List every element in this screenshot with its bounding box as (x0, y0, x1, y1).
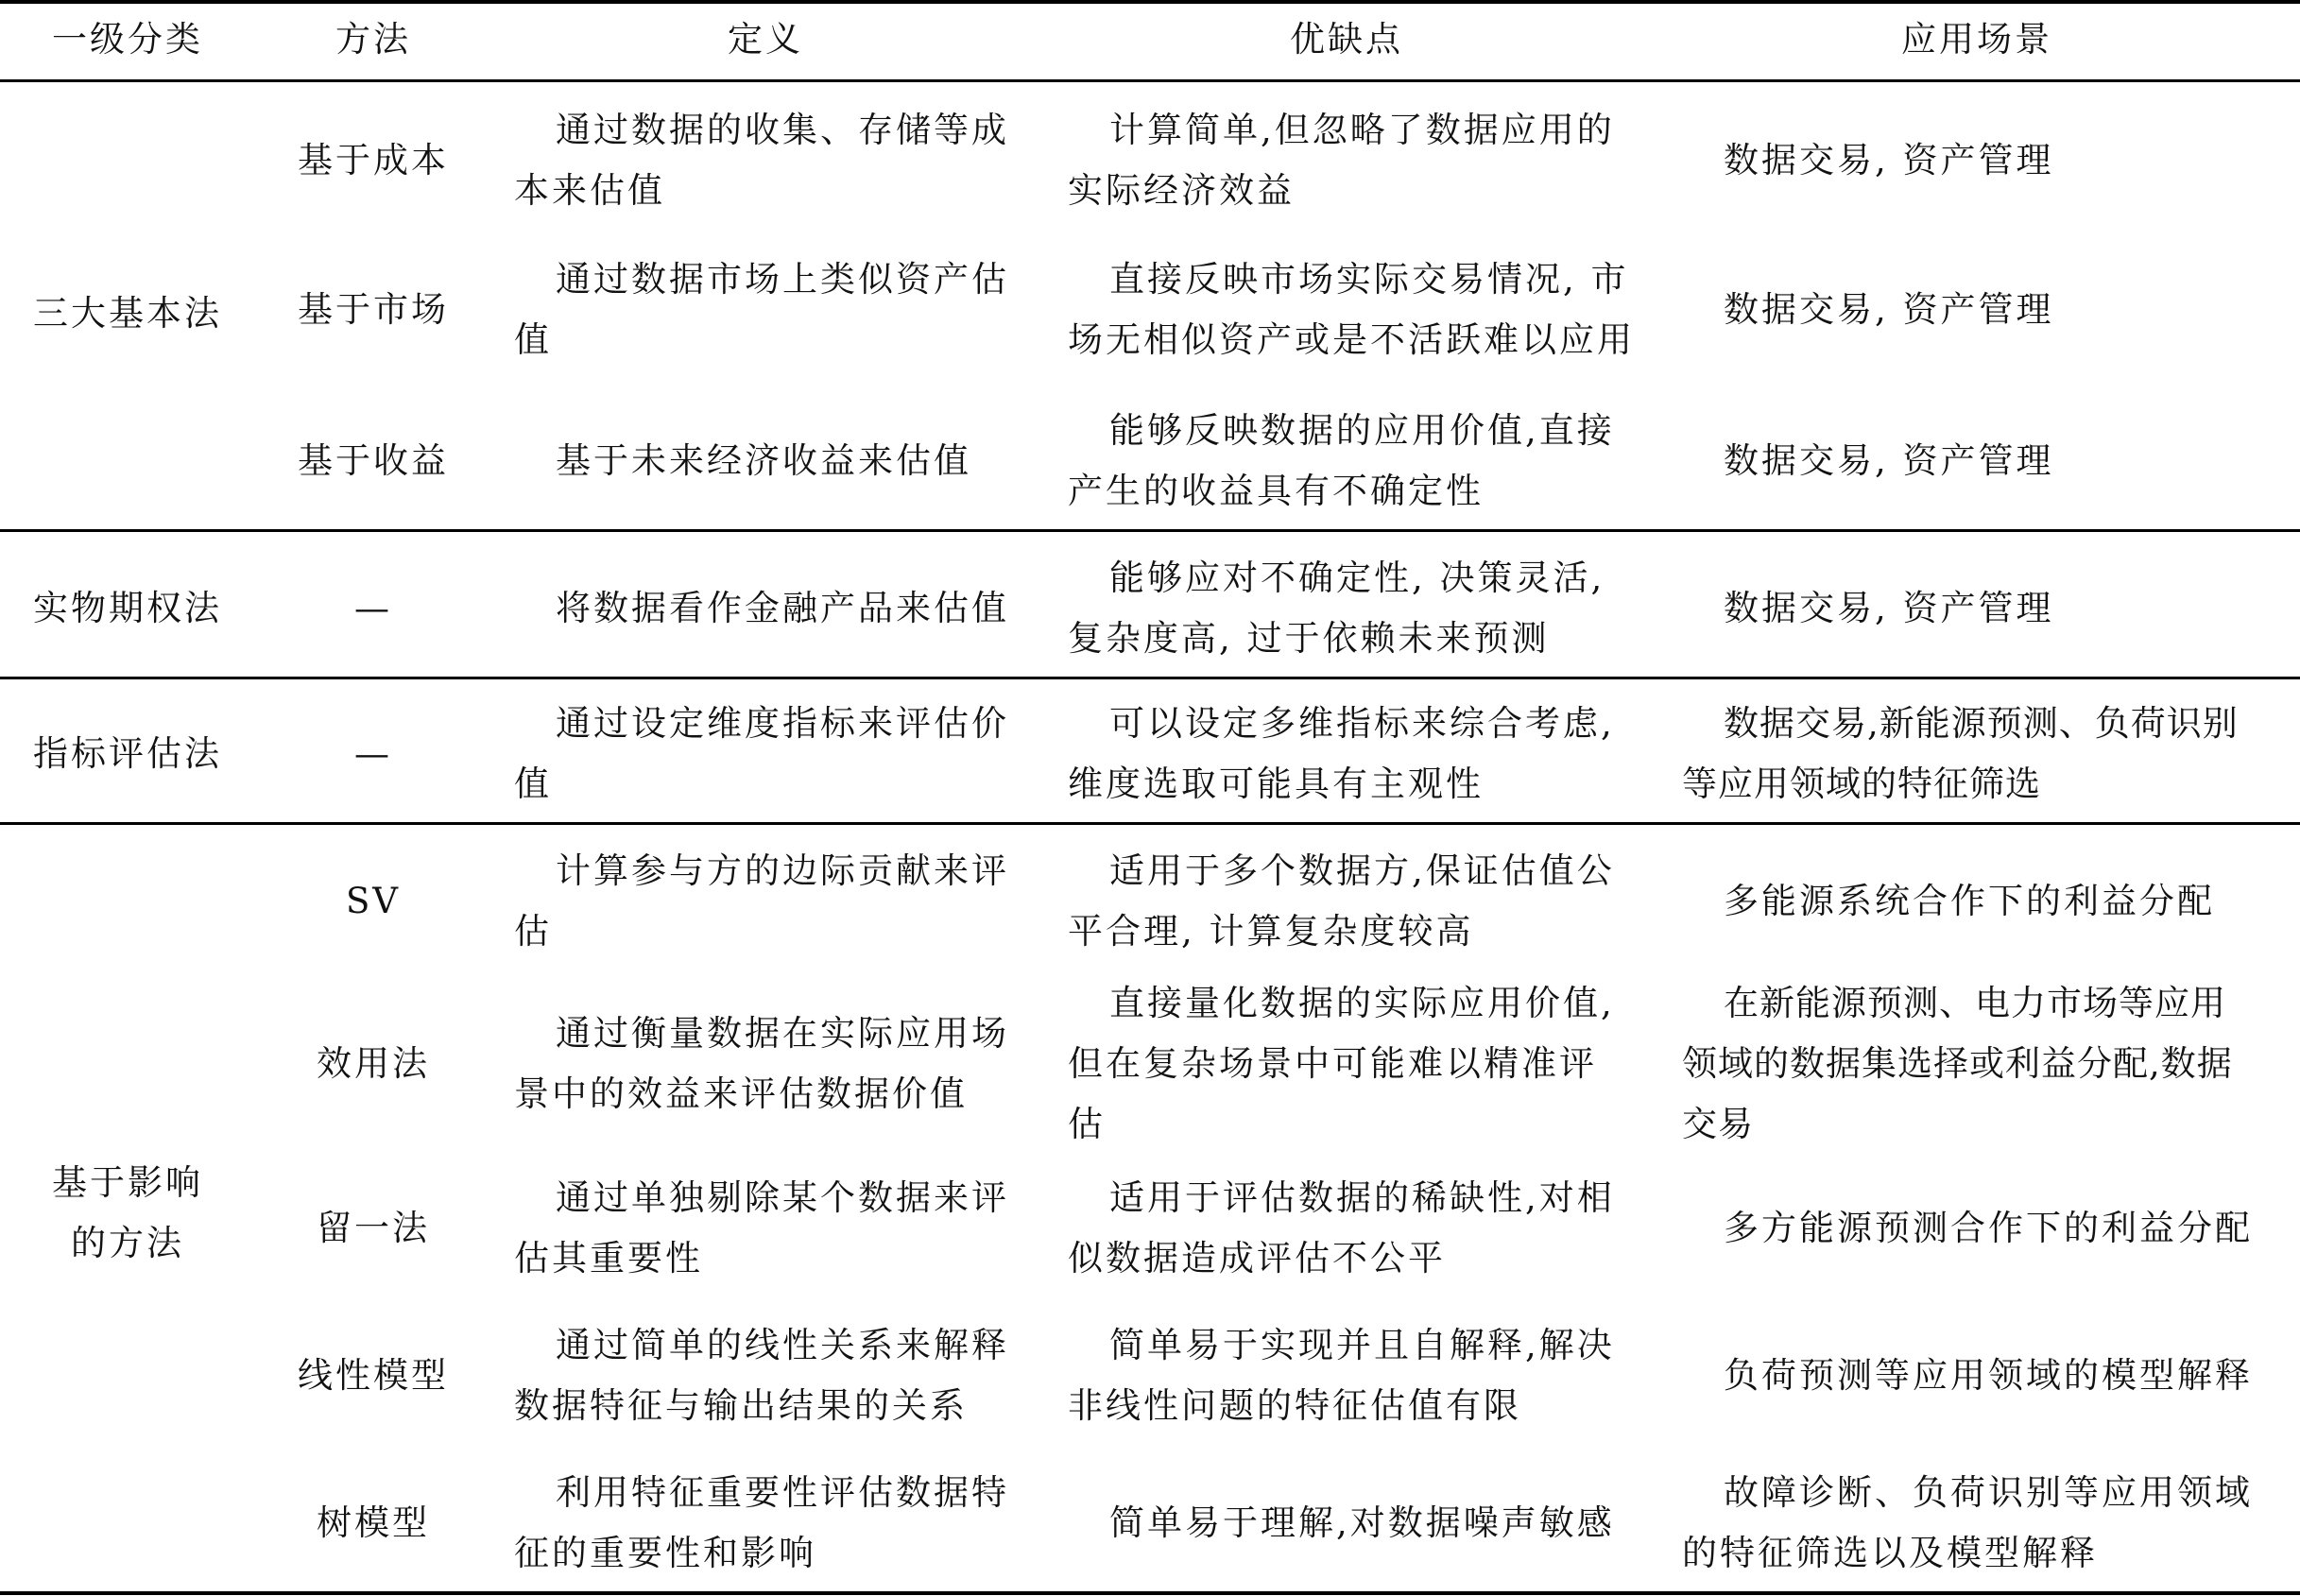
pros-cons-line: 估 (1068, 1104, 1106, 1144)
pros-cons-cell (1068, 1168, 1615, 1289)
scenario-cell (1682, 431, 2054, 491)
header-pros-cons: 优缺点 (1290, 19, 1403, 60)
definition-line: 通过数据的收集、存储等成 (556, 110, 1009, 150)
category-cell: 实物期权法 (33, 588, 222, 628)
definition-line: 估 (514, 911, 552, 952)
definition-cell (514, 1168, 1009, 1289)
pros-cons-cell (1068, 841, 1615, 962)
scenario-cell (1682, 1463, 2253, 1584)
pros-cons-line: 直接反映市场实际交易情况, 市 (1109, 259, 1629, 300)
scenario-line: 数据交易, 资产管理 (1724, 440, 2054, 481)
method-cell: 基于收益 (298, 440, 449, 481)
pros-cons-line: 非线性问题的特征估值有限 (1068, 1385, 1521, 1426)
definition-line: 值 (514, 764, 552, 804)
pros-cons-line: 似数据造成评估不公平 (1068, 1238, 1446, 1279)
definition-cell (514, 100, 1009, 221)
pros-cons-line: 实际经济效益 (1068, 170, 1295, 211)
definition-line: 景中的效益来评估数据价值 (514, 1073, 968, 1114)
scenario-line: 数据交易, 资产管理 (1724, 140, 2054, 180)
method-cell: SV (345, 881, 402, 921)
scenario-line: 数据交易,新能源预测、负荷识别 (1724, 703, 2239, 744)
pros-cons-line: 复杂度高, 过于依赖未来预测 (1068, 618, 1550, 659)
pros-cons-line: 可以设定多维指标来综合考虑, (1109, 703, 1615, 744)
scenario-cell (1682, 973, 2233, 1155)
scenario-line: 等应用领域的特征筛选 (1682, 764, 2041, 804)
scenario-line: 数据交易, 资产管理 (1724, 289, 2054, 330)
scenario-line: 的特征筛选以及模型解释 (1682, 1533, 2098, 1573)
pros-cons-cell (1068, 548, 1605, 669)
scenario-line: 多能源系统合作下的利益分配 (1724, 881, 2215, 921)
header-bottom-rule (0, 79, 2300, 82)
scenario-line: 数据交易, 资产管理 (1724, 588, 2054, 628)
definition-line: 通过衡量数据在实际应用场 (556, 1013, 1009, 1054)
method-cell: 树模型 (317, 1502, 430, 1543)
definition-line: 通过简单的线性关系来解释 (556, 1325, 1009, 1365)
scenario-line: 领域的数据集选择或利益分配,数据 (1682, 1043, 2233, 1084)
pros-cons-cell (1068, 973, 1615, 1155)
definition-line: 估其重要性 (514, 1238, 703, 1279)
definition-cell (514, 1315, 1009, 1436)
pros-cons-line: 平合理, 计算复杂度较高 (1068, 911, 1474, 952)
header-category: 一级分类 (52, 19, 203, 60)
pros-cons-line: 适用于评估数据的稀缺性,对相 (1109, 1177, 1615, 1218)
scenario-cell (1682, 1346, 2253, 1406)
scenario-cell (1682, 1198, 2253, 1259)
pros-cons-cell (1068, 1493, 1615, 1553)
category-cell (0, 1153, 255, 1274)
pros-cons-cell (1068, 100, 1615, 221)
method-cell: 效用法 (317, 1043, 430, 1084)
definition-cell (514, 249, 1009, 370)
method-cell: — (354, 733, 392, 774)
method-cell: — (354, 588, 392, 628)
pros-cons-line: 简单易于理解,对数据噪声敏感 (1109, 1502, 1615, 1543)
definition-line: 将数据看作金融产品来估值 (556, 588, 1009, 628)
method-cell: 线性模型 (298, 1355, 449, 1396)
definition-cell (514, 1463, 1009, 1584)
definition-line: 征的重要性和影响 (514, 1533, 816, 1573)
pros-cons-line: 场无相似资产或是不活跃难以应用 (1068, 319, 1635, 360)
method-cell: 留一法 (317, 1208, 430, 1248)
group-divider-rule (0, 822, 2300, 825)
pros-cons-line: 直接量化数据的实际应用价值, (1109, 983, 1615, 1023)
scenario-cell (1682, 280, 2054, 340)
pros-cons-line: 但在复杂场景中可能难以精准评 (1068, 1043, 1597, 1084)
category-cell: 三大基本法 (33, 293, 222, 334)
scenario-line: 交易 (1682, 1104, 1754, 1144)
pros-cons-line: 维度选取可能具有主观性 (1068, 764, 1484, 804)
scenario-line: 负荷预测等应用领域的模型解释 (1724, 1355, 2253, 1396)
scenario-line: 在新能源预测、电力市场等应用 (1724, 983, 2226, 1023)
category-cell: 指标评估法 (33, 733, 222, 774)
scenario-cell (1682, 578, 2054, 639)
definition-cell (514, 578, 1009, 639)
header-definition: 定义 (728, 19, 803, 60)
pros-cons-line: 能够应对不确定性, 决策灵活, (1109, 558, 1605, 598)
scenario-cell (1682, 694, 2239, 815)
pros-cons-line: 适用于多个数据方,保证估值公 (1109, 850, 1615, 891)
definition-line: 数据特征与输出结果的关系 (514, 1385, 968, 1426)
pros-cons-line: 能够反映数据的应用价值,直接 (1109, 410, 1615, 451)
definition-line: 值 (514, 319, 552, 360)
group-divider-rule (0, 529, 2300, 532)
table-bottom-rule (0, 1591, 2300, 1595)
definition-line: 通过单独剔除某个数据来评 (556, 1177, 1009, 1218)
scenario-line: 故障诊断、负荷识别等应用领域 (1724, 1472, 2253, 1513)
table-top-rule (0, 0, 2300, 4)
definition-cell (514, 1004, 1009, 1124)
pros-cons-line: 计算简单,但忽略了数据应用的 (1109, 110, 1615, 150)
scenario-cell (1682, 871, 2215, 932)
definition-line: 基于未来经济收益来估值 (556, 440, 971, 481)
pros-cons-cell (1068, 249, 1635, 370)
method-cell: 基于市场 (298, 289, 449, 330)
definition-cell (514, 431, 971, 491)
scenario-cell (1682, 130, 2054, 191)
scenario-line: 多方能源预测合作下的利益分配 (1724, 1208, 2253, 1248)
pros-cons-line: 产生的收益具有不确定性 (1068, 471, 1484, 511)
definition-cell (514, 841, 1009, 962)
definition-line: 通过设定维度指标来评估价 (556, 703, 1009, 744)
header-scenario: 应用场景 (1901, 19, 2052, 60)
definition-line: 本来估值 (514, 170, 665, 211)
definition-cell (514, 694, 1009, 815)
pros-cons-line: 简单易于实现并且自解释,解决 (1109, 1325, 1615, 1365)
category-line: 基于影响 (52, 1162, 203, 1203)
method-cell: 基于成本 (298, 140, 449, 180)
category-line: 的方法 (71, 1223, 184, 1263)
definition-line: 通过数据市场上类似资产估 (556, 259, 1009, 300)
group-divider-rule (0, 677, 2300, 679)
definition-line: 利用特征重要性评估数据特 (556, 1472, 1009, 1513)
header-method: 方法 (335, 19, 411, 60)
definition-line: 计算参与方的边际贡献来评 (556, 850, 1009, 891)
pros-cons-cell (1068, 401, 1615, 522)
pros-cons-cell (1068, 694, 1615, 815)
pros-cons-cell (1068, 1315, 1615, 1436)
